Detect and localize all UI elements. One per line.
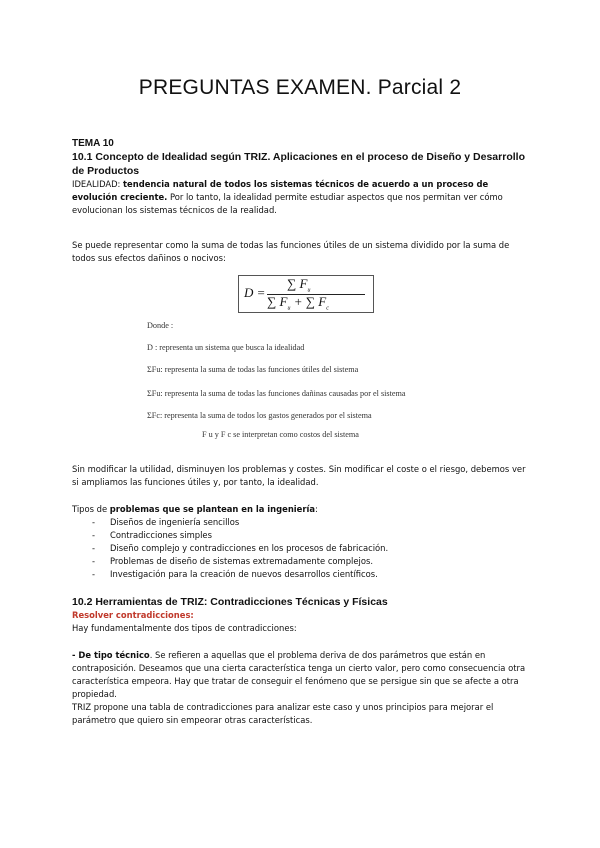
donde-label: Donde : (147, 321, 174, 330)
formula-numerator: ∑ $F_u$ (287, 276, 311, 294)
tipo-tecnico-paragraph: - De tipo técnico. Se refieren a aquellas que el problema deriva de dos parámetros que están en contraposición. Deseamos que una cierta característica tenga un cierto valor, pero como consecuencia otra característica empeora. Hay que tratar de conseguir el fenómeno que se persigue sin que se afecte a otra propiedad. (72, 650, 526, 699)
idealidad-label: IDEALIDAD: (72, 179, 124, 189)
definition-costos: F u y F c se interpretan como costos del sistema (202, 430, 359, 439)
tema-heading: TEMA 10 (72, 138, 114, 149)
triz-propone-paragraph: TRIZ propone una tabla de contradicciones para analizar este caso y unos principios para mejorar el parámetro que quiero sin empeorar otras características. (72, 702, 494, 725)
idealidad-formula (238, 275, 374, 313)
hay-tipos-paragraph: Hay fundamentalmente dos tipos de contradicciones: (72, 623, 297, 633)
tipos-problemas-intro: Tipos de problemas que se plantean en la ingeniería: (72, 504, 318, 514)
list-item: - Investigación para la creación de nuevos desarrollos científicos. (92, 568, 532, 581)
definition-fc: ΣFc: representa la suma de todos los gastos generados por el sistema (147, 411, 372, 420)
list-item: - Problemas de diseño de sistemas extremadamente complejos. (92, 555, 532, 568)
definition-fu: ΣFu: representa la suma de todas las funciones útiles del sistema (147, 365, 359, 374)
formula-denominator: ∑ $F_u$ + ∑ $F_c$ (267, 294, 329, 312)
formula-definitions (147, 319, 532, 441)
idealidad-definition: tendencia natural de todos los sistemas técnicos de acuerdo a un proceso de evolución creciente. (72, 179, 489, 202)
section-2-heading: 10.2 Herramientas de TRIZ: Contradicciones Técnicas y Físicas (72, 596, 388, 608)
list-item: - Diseños de ingeniería sencillos (92, 516, 532, 529)
tipo-tecnico-label: - De tipo técnico (72, 650, 150, 660)
representar-paragraph: Se puede representar como la suma de todas las funciones útiles de un sistema dividido por la suma de todos sus efectos dañinos o nocivos: (72, 240, 510, 263)
page-title: PREGUNTAS EXAMEN. Parcial 2 (138, 76, 462, 99)
definition-fd: ΣFu: representa la suma de todas las funciones dañinas causadas por el sistema (147, 389, 406, 398)
idealidad-rest: Por lo tanto, la idealidad permite estudiar aspectos que nos permitan ver cómo evolucionan los sistemas técnicos de la realidad. (72, 192, 503, 215)
document-body (72, 137, 532, 727)
formula-lhs: D = (244, 285, 266, 300)
definition-d: D : representa un sistema que busca la idealidad (147, 343, 305, 352)
list-item: - Contradicciones simples (92, 529, 532, 542)
problemas-list (72, 516, 532, 581)
list-item: - Diseño complejo y contradicciones en los procesos de fabricación. (92, 542, 532, 555)
resolver-contradicciones-label: Resolver contradicciones: (72, 610, 194, 620)
section-1-heading: 10.1 Concepto de Idealidad según TRIZ. Aplicaciones en el proceso de Diseño y Desarrollo de Productos (72, 151, 525, 177)
sin-modificar-paragraph: Sin modificar la utilidad, disminuyen los problemas y costes. Sin modificar el coste o el riesgo, debemos ver si ampliamos las funciones útiles y, por tanto, la idealidad. (72, 464, 526, 487)
idealidad-paragraph (72, 178, 532, 217)
